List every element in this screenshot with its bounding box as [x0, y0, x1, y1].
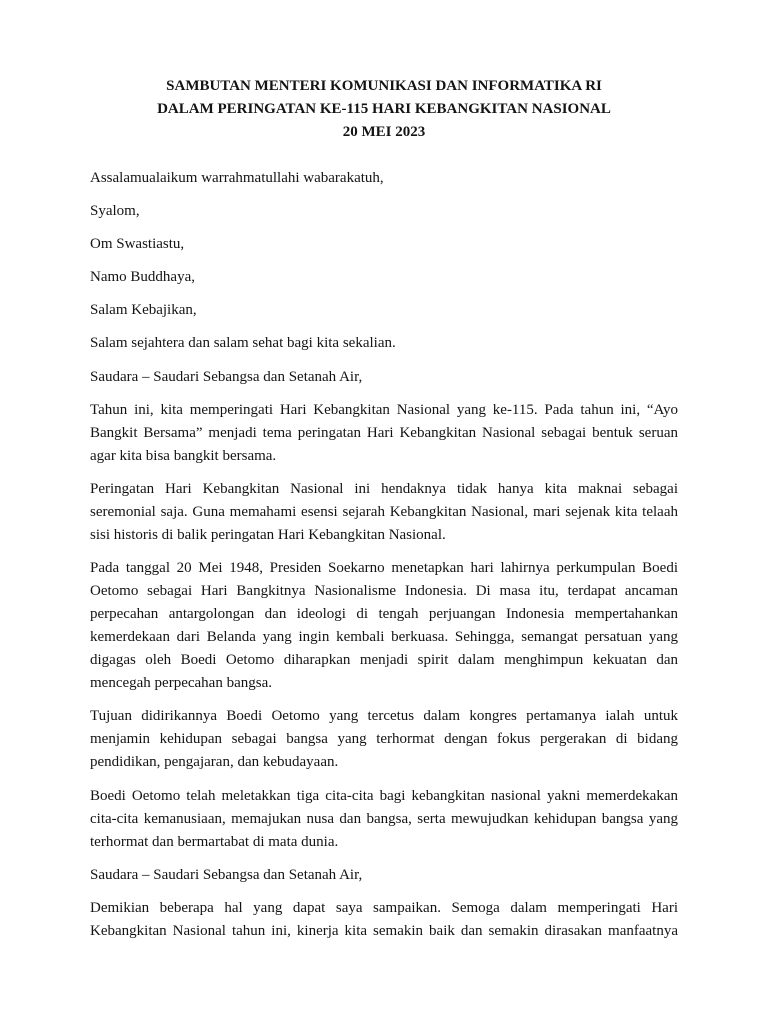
- text-line: Peringatan Hari Kebangkitan Nasional ini hendaknya tidak hanya kita maknai sebagai: [90, 481, 678, 497]
- paragraph: [90, 399, 678, 468]
- salutation: [90, 864, 678, 887]
- text-line: Boedi Oetomo telah meletakkan tiga cita-cita bagi kebangkitan nasional yakni memerdekakan: [90, 787, 678, 804]
- document-content: [90, 75, 678, 954]
- title-line: SAMBUTAN MENTERI KOMUNIKASI DAN INFORMATIKA RI: [166, 77, 602, 94]
- paragraph: [90, 705, 678, 774]
- text-line: Demikian beberapa hal yang dapat saya sampaikan. Semoga dalam memperingati Hari: [90, 899, 678, 916]
- title-line: DALAM PERINGATAN KE-115 HARI KEBANGKITAN NASIONAL: [157, 100, 611, 117]
- text-line: terhormat dan bermartabat di mata dunia.: [90, 833, 339, 850]
- text-line: seremonial saja. Guna memahami esensi sejarah Kebangkitan Nasional, mari sejenak kita telaah: [90, 504, 678, 520]
- text-line: Tahun ini, kita memperingati Hari Kebangkitan Nasional yang ke-115. Pada tahun ini, “Ayo: [90, 401, 678, 418]
- text-line: Kebangkitan Nasional tahun ini, kinerja kita semakin baik dan semakin dirasakan manfaatnya: [90, 922, 678, 939]
- paragraph: [90, 478, 678, 547]
- text-line: Tujuan didirikannya Boedi Oetomo yang tercetus dalam kongres pertamanya ialah untuk: [90, 708, 678, 725]
- text-line: Syalom,: [90, 202, 140, 219]
- text-line: menjamin kehidupan sebagai bangsa yang terhormat dengan fokus pergerakan di bidang: [90, 731, 678, 748]
- paragraph: [90, 557, 678, 695]
- document-title: [90, 75, 678, 144]
- text-line: Pada tanggal 20 Mei 1948, Presiden Soekarno menetapkan hari lahirnya perkumpulan Boedi: [90, 560, 678, 577]
- text-line: pendidikan, pengajaran, dan kebudayaan.: [90, 754, 339, 771]
- salutation: [90, 366, 678, 389]
- greeting-syalom: [90, 200, 678, 223]
- title-date: 20 MEI 2023: [342, 123, 426, 140]
- paragraph: [90, 785, 678, 854]
- paragraph: [90, 897, 678, 943]
- text-line: Saudara – Saudari Sebangsa dan Setanah Air,: [90, 866, 363, 883]
- text-line: Bangkit Bersama” menjadi tema peringatan Hari Kebangkitan Nasional sebagai bentuk seruan: [90, 424, 678, 441]
- text-line: Oetomo sebagai Hari Bangkitnya Nasionalisme Indonesia. Di masa itu, terdapat ancaman: [90, 583, 678, 600]
- text-line: Assalamualaikum warrahmatullahi wabarakatuh,: [90, 169, 384, 186]
- greeting-salam-sejahtera: [90, 332, 678, 355]
- text-line: agar kita bisa bangkit bersama.: [90, 447, 277, 464]
- greeting-salam-kebajikan: [90, 299, 678, 322]
- text-line: Salam sejahtera dan salam sehat bagi kita sekalian.: [90, 335, 396, 352]
- greeting-om-swastiastu: [90, 233, 678, 256]
- text-line: sisi historis di balik peringatan Hari Kebangkitan Nasional.: [90, 527, 446, 543]
- text-line: kemerdekaan dari Belanda yang ingin kembali berkuasa. Sehingga, semangat persatuan yang: [90, 629, 678, 646]
- text-line: perpecahan antargolongan dan ideologi di tengah perjuangan Indonesia mempertahankan: [90, 606, 678, 623]
- text-line: digagas oleh Boedi Oetomo diharapkan menjadi spirit dalam menghimpun kekuatan dan: [90, 652, 678, 669]
- greeting-assalamualaikum: [90, 167, 678, 190]
- greeting-namo-buddhaya: [90, 266, 678, 289]
- text-line: Saudara – Saudari Sebangsa dan Setanah Air,: [90, 368, 363, 385]
- text-line: Salam Kebajikan,: [90, 302, 197, 319]
- text-line: cita-cita kemanusiaan, memajukan nusa dan bangsa, serta mewujudkan kehidupan bangsa yang: [90, 810, 678, 827]
- text-line: Om Swastiastu,: [90, 235, 185, 252]
- text-line: mencegah perpecahan bangsa.: [90, 675, 272, 692]
- text-line: Namo Buddhaya,: [90, 269, 195, 286]
